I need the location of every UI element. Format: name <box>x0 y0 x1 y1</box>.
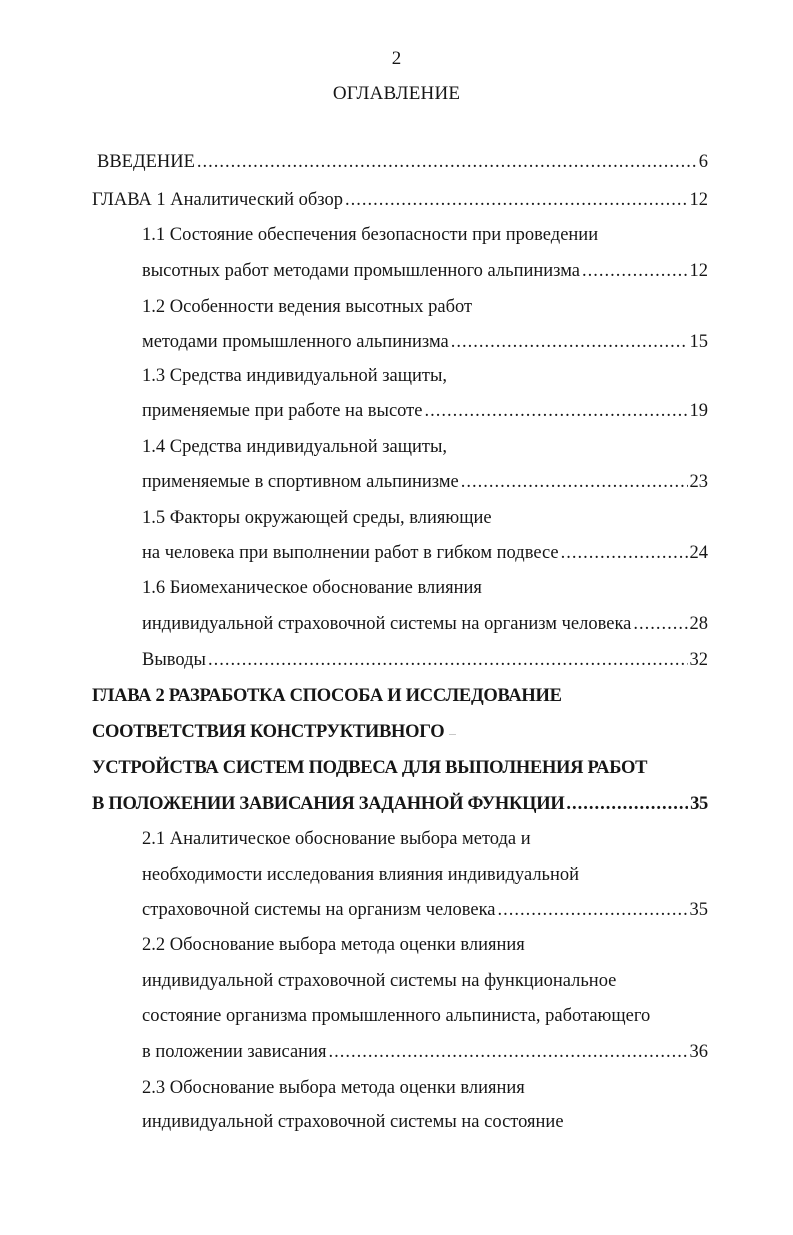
dot-leader <box>424 398 687 424</box>
page-number: 2 <box>391 48 402 69</box>
toc-entry-text: 1.1 Состояние обеспечения безопасности при проведении <box>142 225 599 245</box>
dot-leader <box>498 897 688 923</box>
toc-page-number: 28 <box>689 614 708 634</box>
toc-entry-text: индивидуальной страховочной системы на организм человека <box>142 614 632 634</box>
toc-entry-text: индивидуальной страховочной системы на состояние <box>142 1112 564 1132</box>
toc-entry-1-4-line2[interactable] <box>142 469 708 495</box>
dot-leader <box>461 469 688 495</box>
toc-entry-text: страховочной системы на организм человека <box>142 900 496 920</box>
dot-leader <box>197 149 697 175</box>
toc-page-number: 15 <box>689 332 708 352</box>
toc-entry-1-1-line2[interactable] <box>142 258 708 284</box>
toc-entry-2-3-line1[interactable] <box>142 1075 708 1101</box>
toc-entry-1-6-line2[interactable] <box>142 611 708 637</box>
dot-leader <box>345 187 688 213</box>
toc-page-number: 12 <box>689 190 708 210</box>
toc-entry-2-1-line3[interactable] <box>142 897 708 923</box>
toc-page-number: 19 <box>689 401 708 421</box>
dot-leader <box>561 540 688 566</box>
toc-entry-text: 1.4 Средства индивидуальной защиты, <box>142 437 448 457</box>
toc-page-number: 35 <box>689 900 708 920</box>
toc-entry-conclusions[interactable] <box>142 647 708 673</box>
toc-page-number: 6 <box>698 152 708 172</box>
dot-leader <box>328 1039 687 1065</box>
toc-page-number: 12 <box>689 261 708 281</box>
toc-entry-chapter-2-line1[interactable] <box>92 683 708 709</box>
toc-page-number: 35 <box>690 794 708 814</box>
toc-entry-text: 1.5 Факторы окружающей среды, влияющие <box>142 508 492 528</box>
dot-leader <box>633 611 687 637</box>
toc-entry-text: состояние организма промышленного альпиниста, работающего <box>142 1006 651 1026</box>
toc-entry-2-2-line2[interactable] <box>142 968 708 994</box>
toc-entry-2-2-line4[interactable] <box>142 1039 708 1065</box>
toc-entry-text: 1.2 Особенности ведения высотных работ <box>142 297 473 317</box>
toc-page-number: 23 <box>689 472 708 492</box>
toc-entry-1-2-line1[interactable] <box>142 294 708 320</box>
toc-entry-text: УСТРОЙСТВА СИСТЕМ ПОДВЕСА ДЛЯ ВЫПОЛНЕНИЯ РАБОТ <box>92 758 648 778</box>
toc-page-number: 32 <box>689 650 708 670</box>
toc-entry-text: методами промышленного альпинизма <box>142 332 449 352</box>
toc-entry-2-2-line1[interactable] <box>142 932 708 958</box>
toc-entry-1-5-line2[interactable] <box>142 540 708 566</box>
toc-entry-text: Выводы <box>142 650 206 670</box>
toc-entry-chapter-2-line4[interactable] <box>92 791 708 817</box>
toc-entry-intro[interactable] <box>97 149 708 175</box>
toc-entry-text: 1.3 Средства индивидуальной защиты, <box>142 366 448 386</box>
toc-entry-text: 2.2 Обоснование выбора метода оценки влияния <box>142 935 525 955</box>
toc-entry-text: применяемые при работе на высоте <box>142 401 423 421</box>
toc-entry-text: В ПОЛОЖЕНИИ ЗАВИСАНИЯ ЗАДАННОЙ ФУНКЦИИ <box>92 794 565 814</box>
toc-entry-1-6-line1[interactable] <box>142 575 708 601</box>
toc-entry-1-5-line1[interactable] <box>142 505 708 531</box>
dot-leader <box>451 329 688 355</box>
toc-entry-1-4-line1[interactable] <box>142 434 708 460</box>
toc-entry-2-2-line3[interactable] <box>142 1003 708 1029</box>
toc-entry-chapter-1[interactable] <box>92 187 708 213</box>
toc-entry-1-3-line2[interactable] <box>142 398 708 424</box>
toc-entry-text: ВВЕДЕНИЕ <box>97 152 195 172</box>
toc-entry-text: 2.3 Обоснование выбора метода оценки влияния <box>142 1078 525 1098</box>
toc-entry-2-3-line2[interactable] <box>142 1109 708 1135</box>
toc-entry-2-1-line2[interactable] <box>142 862 708 888</box>
toc-entry-text: необходимости исследования влияния индивидуальной <box>142 865 580 885</box>
scan-artifact <box>449 734 456 735</box>
toc-entry-1-3-line1[interactable] <box>142 363 708 389</box>
toc-entry-text: на человека при выполнении работ в гибком подвесе <box>142 543 559 563</box>
toc-page-number: 24 <box>689 543 708 563</box>
toc-entry-text: СООТВЕТСТВИЯ КОНСТРУКТИВНОГО <box>92 722 445 742</box>
toc-entry-text: ГЛАВА 2 РАЗРАБОТКА СПОСОБА И ИССЛЕДОВАНИЕ <box>92 686 562 706</box>
toc-entry-text: 1.6 Биомеханическое обоснование влияния <box>142 578 482 598</box>
toc-entry-text: индивидуальной страховочной системы на функциональное <box>142 971 617 991</box>
toc-entry-1-2-line2[interactable] <box>142 329 708 355</box>
toc-entry-text: ГЛАВА 1 Аналитический обзор <box>92 190 343 210</box>
dot-leader <box>566 791 688 817</box>
toc-entry-text: применяемые в спортивном альпинизме <box>142 472 459 492</box>
toc-entry-chapter-2-line2[interactable] <box>92 719 708 745</box>
toc-page-number: 36 <box>689 1042 708 1062</box>
toc-entry-text: 2.1 Аналитическое обоснование выбора метода и <box>142 829 531 849</box>
dot-leader <box>208 647 688 673</box>
toc-entry-text: высотных работ методами промышленного альпинизма <box>142 261 581 281</box>
toc-entry-1-1-line1[interactable] <box>142 222 708 248</box>
toc-entry-chapter-2-line3[interactable] <box>92 755 708 781</box>
page-title: ОГЛАВЛЕНИЕ <box>332 83 461 104</box>
dot-leader <box>582 258 687 284</box>
toc-entry-2-1-line1[interactable] <box>142 826 708 852</box>
toc-entry-text: в положении зависания <box>142 1042 327 1062</box>
